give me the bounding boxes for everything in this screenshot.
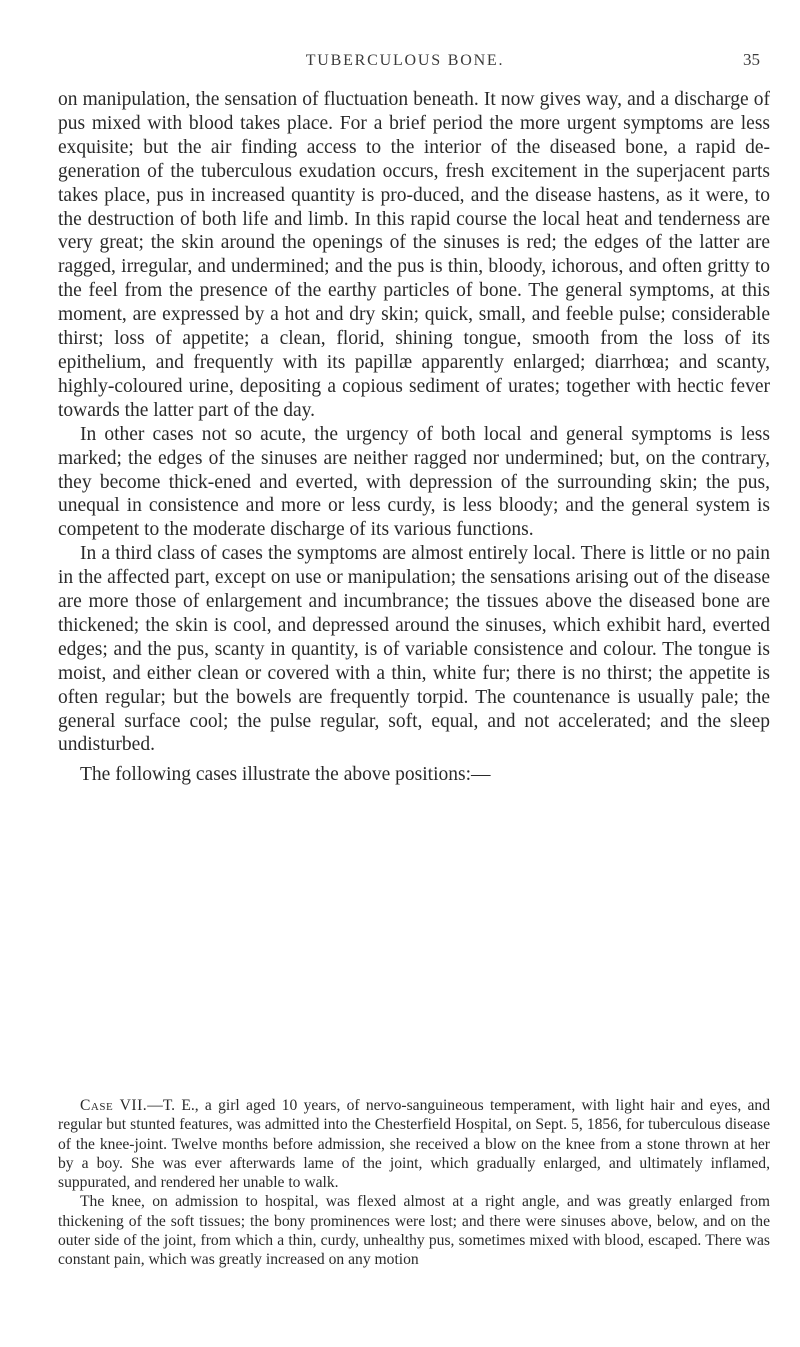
- case-text: —T. E., a girl aged 10 years, of nervo-sanguineous temperament, with light hair and eyes, and regular but stunted features, was admitted into the Chesterfield Hospital, on Sept. 5, 1856, for tuberculous disease of the knee-joint. Twelve months before admission, she received a blow on the knee from a stone thrown at her by a boy. She was ever afterwards lame of the joint, which gradually enlarged, and ultimately inflamed, suppurated, and rendered her unable to walk.: [58, 1097, 770, 1192]
- paragraph-second-class: In other cases not so acute, the urgency of both local and general symptoms is less marked; the edges of the sinuses are neither ragged nor undermined; but, on the contrary, they become thick-ened and everted, with depression of the surrounding skin; the pus, unequal in consistence and more or less curdy, is less bloody; and the general system is competent to the moderate discharge of its various functions.: [58, 423, 770, 541]
- page-number: 35: [743, 50, 760, 69]
- main-text: [58, 88, 770, 787]
- case-report: [58, 1096, 770, 1270]
- case-label: Case VII.: [80, 1097, 148, 1114]
- paragraph-cases-intro: The following cases illustrate the above positions:—: [80, 764, 491, 786]
- paragraph-third-class: In a third class of cases the symptoms are almost entirely local. There is little or no pain in the affected part, except on use or manipulation; the sensations arising out of the disease are more those of enlargement and incumbrance; the tissues above the diseased bone are thickened; the skin is cool, and depressed around the sinuses, which exhibit hard, everted edges; and the pus, scanty in quantity, is of variable consistence and colour. The tongue is moist, and either clean or covered with a thin, white fur; there is no thirst; the appetite is often regular; but the bowels are frequently torpid. The countenance is usually pale; the general surface cool; the pulse regular, soft, equal, and not accelerated; and the sleep undisturbed.: [58, 543, 770, 756]
- running-head: TUBERCULOUS BONE.: [305, 52, 505, 69]
- paragraph-continuation: on manipulation, the sensation of fluctuation beneath. It now gives way, and a discharge of pus mixed with blood takes place. For a brief period the more urgent symptoms are less exquisite; but the air finding access to the interior of the diseased bone, a rapid de-generation of the tuberculous exudation occurs, fresh excitement in the superjacent parts takes place, pus in increased quantity is pro-duced, and the disease hastens, as it were, to the destruction of both life and limb. In this rapid course the local heat and tenderness are very great; the skin around the openings of the sinuses is red; the edges of the latter are ragged, irregular, and undermined; and the pus is thin, bloody, ichorous, and often gritty to the feel from the presence of the earthy particles of bone. The general symptoms, at this moment, are expressed by a hot and dry skin; quick, small, and feeble pulse; considerable thirst; loss of appetite; a clean, florid, shining tongue, smooth from the loss of its epithelium, and frequently with its papillæ apparently enlarged; diarrhœa; and scanty, highly-coloured urine, depositing a copious sediment of urates; together with hectic fever towards the latter part of the day.: [58, 89, 770, 421]
- page-header: [50, 52, 760, 76]
- case-paragraph-2: The knee, on admission to hospital, was flexed almost at a right angle, and was greatly enlarged from thickening of the soft tissues; the bony prominences were lost; and there were sinuses above, below, and on the outer side of the joint, from which a thin, curdy, unhealthy pus, sometimes mixed with blood, escaped. There was constant pain, which was greatly increased on any motion: [58, 1193, 770, 1269]
- case-paragraph-1: [58, 1096, 770, 1192]
